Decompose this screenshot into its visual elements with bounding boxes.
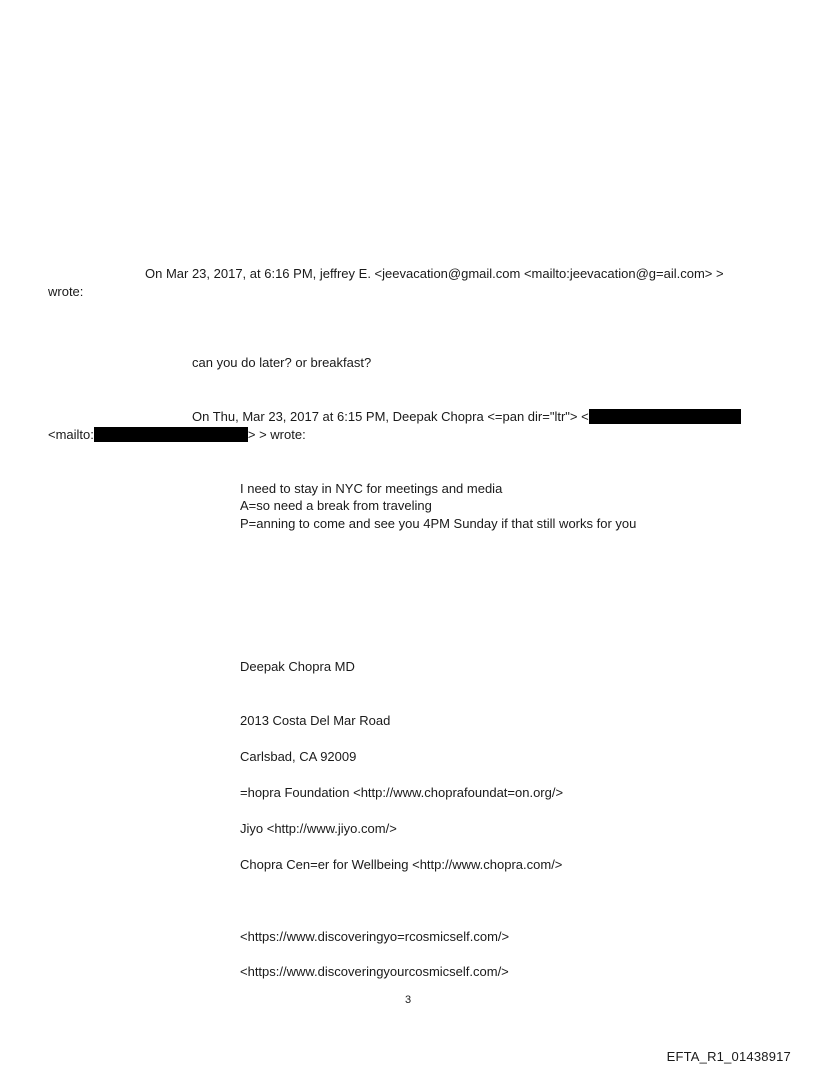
signature-address1: 2013 Costa Del Mar Road: [240, 713, 391, 728]
quote2-body-line: A=so need a break from traveling: [240, 498, 432, 513]
signature-link-chopra-center: Chopra Cen=er for Wellbeing <http://www.chopra.com/>: [240, 857, 563, 872]
quote2-header-line2: [48, 426, 306, 443]
wrote-suffix: > > wrote:: [247, 427, 306, 442]
quote1-header-line1: On Mar 23, 2017, at 6:16 PM, jeffrey E. <jeevacation@gmail.com <mailto:jeevacation@g=ail.com> >: [145, 266, 724, 281]
quote1-header-line2: wrote:: [48, 284, 84, 299]
signature-link-foundation: =hopra Foundation <http://www.choprafoundat=on.org/>: [240, 785, 564, 800]
quote1-body: can you do later? or breakfast?: [192, 355, 372, 370]
redaction-box: [589, 409, 741, 424]
quote2-body-line: I need to stay in NYC for meetings and media: [240, 481, 503, 496]
signature-name: Deepak Chopra MD: [240, 659, 355, 674]
quote2-header-line1: [192, 408, 741, 425]
quote2-body-line: P=anning to come and see you 4PM Sunday if that still works for you: [240, 516, 637, 531]
signature-address2: Carlsbad, CA 92009: [240, 749, 357, 764]
signature-link-cosmicself-1: <https://www.discoveringyo=rcosmicself.com/>: [240, 929, 510, 944]
quote2-header-text: On Thu, Mar 23, 2017 at 6:15 PM, Deepak Chopra <=pan dir="ltr"> <: [192, 409, 589, 424]
mailto-prefix: <mailto:: [48, 427, 94, 442]
signature-link-cosmicself-2: <https://www.discoveringyourcosmicself.com/>: [240, 964, 509, 979]
bates-number: EFTA_R1_01438917: [666, 1049, 791, 1064]
signature-link-jiyo: Jiyo <http://www.jiyo.com/>: [240, 821, 397, 836]
redaction-box: [94, 427, 248, 442]
page-number: 3: [404, 994, 412, 1006]
